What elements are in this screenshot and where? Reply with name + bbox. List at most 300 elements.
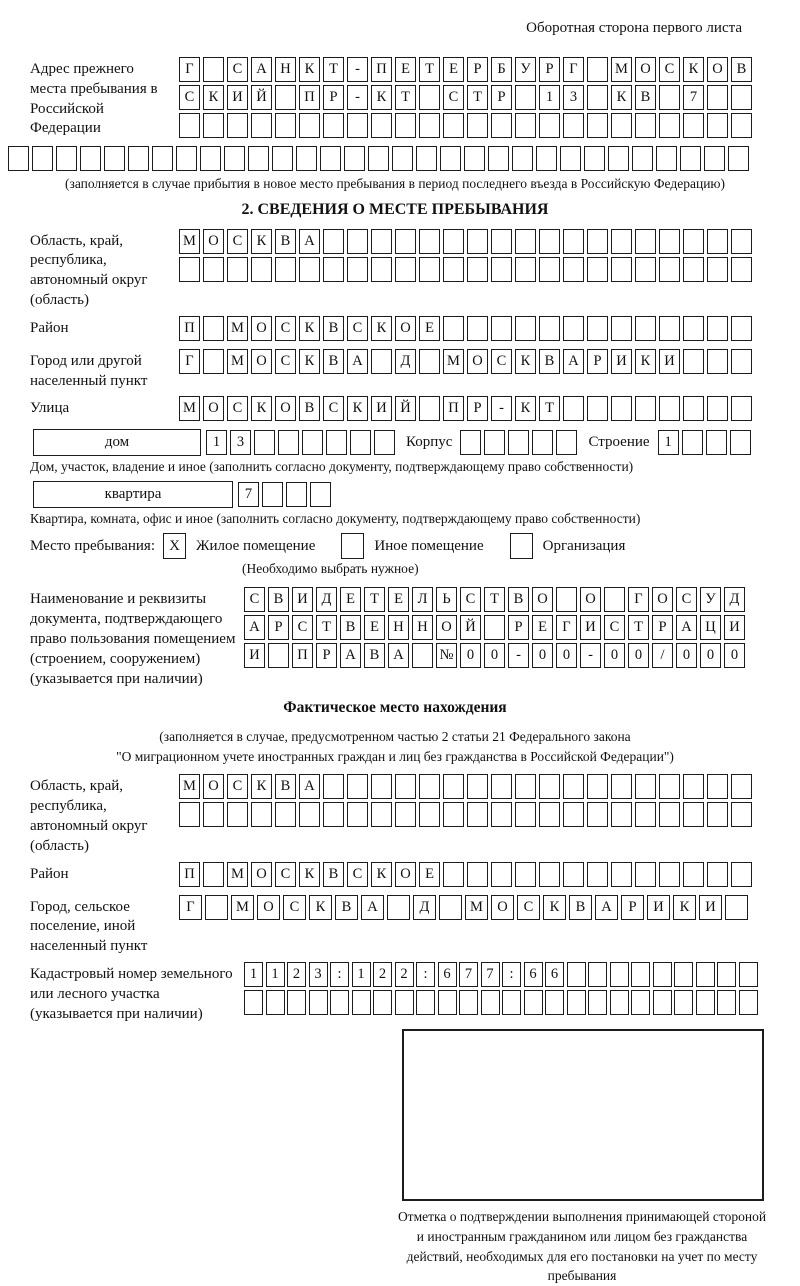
char-box[interactable] xyxy=(532,430,553,455)
char-box[interactable]: Е xyxy=(388,587,409,612)
char-box[interactable]: О xyxy=(635,57,656,82)
char-box[interactable] xyxy=(224,146,245,171)
char-box[interactable]: Р xyxy=(587,349,608,374)
char-box[interactable]: Г xyxy=(563,57,584,82)
char-box[interactable]: М xyxy=(227,316,248,341)
char-box[interactable]: К xyxy=(683,57,704,82)
char-box[interactable]: О xyxy=(203,774,224,799)
char-box[interactable] xyxy=(371,802,392,827)
char-box[interactable] xyxy=(278,430,299,455)
char-box[interactable]: О xyxy=(203,229,224,254)
char-box[interactable] xyxy=(56,146,77,171)
char-box[interactable]: Г xyxy=(179,57,200,82)
char-box[interactable] xyxy=(309,990,328,1015)
char-box[interactable] xyxy=(731,113,752,138)
char-box[interactable] xyxy=(323,229,344,254)
char-box[interactable] xyxy=(656,146,677,171)
char-box[interactable]: Г xyxy=(556,615,577,640)
char-box[interactable] xyxy=(545,990,564,1015)
char-box[interactable] xyxy=(287,990,306,1015)
char-box[interactable] xyxy=(653,990,672,1015)
char-box[interactable] xyxy=(443,229,464,254)
char-box[interactable] xyxy=(464,146,485,171)
char-box[interactable] xyxy=(176,146,197,171)
char-box[interactable] xyxy=(683,229,704,254)
char-box[interactable]: М xyxy=(611,57,632,82)
char-box[interactable] xyxy=(587,257,608,282)
checkbox-other-premises[interactable] xyxy=(341,533,364,559)
char-box[interactable] xyxy=(203,113,224,138)
char-box[interactable] xyxy=(611,396,632,421)
char-box[interactable] xyxy=(696,962,715,987)
char-box[interactable] xyxy=(467,316,488,341)
char-box[interactable] xyxy=(491,257,512,282)
char-box[interactable] xyxy=(587,396,608,421)
char-box[interactable]: 2 xyxy=(287,962,306,987)
char-box[interactable] xyxy=(244,990,263,1015)
char-box[interactable]: - xyxy=(508,643,529,668)
char-box[interactable] xyxy=(443,802,464,827)
char-box[interactable] xyxy=(683,113,704,138)
char-box[interactable] xyxy=(539,229,560,254)
char-box[interactable] xyxy=(536,146,557,171)
char-box[interactable] xyxy=(556,587,577,612)
char-box[interactable] xyxy=(659,316,680,341)
char-box[interactable]: К xyxy=(251,396,272,421)
char-box[interactable] xyxy=(659,257,680,282)
char-box[interactable] xyxy=(128,146,149,171)
char-box[interactable]: О xyxy=(467,349,488,374)
char-box[interactable] xyxy=(152,146,173,171)
char-box[interactable] xyxy=(611,113,632,138)
char-box[interactable] xyxy=(587,57,608,82)
char-box[interactable] xyxy=(739,990,758,1015)
char-box[interactable] xyxy=(203,862,224,887)
char-box[interactable]: Р xyxy=(539,57,560,82)
char-box[interactable]: - xyxy=(347,85,368,110)
char-box[interactable] xyxy=(659,802,680,827)
char-box[interactable]: С xyxy=(179,85,200,110)
char-box[interactable]: Р xyxy=(652,615,673,640)
char-box[interactable] xyxy=(508,430,529,455)
char-box[interactable] xyxy=(587,316,608,341)
char-box[interactable] xyxy=(251,802,272,827)
char-box[interactable] xyxy=(347,257,368,282)
char-box[interactable]: К xyxy=(635,349,656,374)
char-box[interactable]: 0 xyxy=(676,643,697,668)
char-box[interactable]: 0 xyxy=(484,643,505,668)
char-box[interactable]: Л xyxy=(412,587,433,612)
char-box[interactable] xyxy=(512,146,533,171)
char-box[interactable] xyxy=(179,257,200,282)
char-box[interactable] xyxy=(227,113,248,138)
char-box[interactable] xyxy=(32,146,53,171)
char-box[interactable]: Н xyxy=(275,57,296,82)
char-box[interactable]: М xyxy=(443,349,464,374)
char-box[interactable] xyxy=(481,990,500,1015)
char-box[interactable] xyxy=(560,146,581,171)
char-box[interactable] xyxy=(330,990,349,1015)
char-box[interactable] xyxy=(371,349,392,374)
char-box[interactable]: Р xyxy=(467,57,488,82)
char-box[interactable] xyxy=(611,774,632,799)
char-box[interactable] xyxy=(731,85,752,110)
char-box[interactable]: К xyxy=(251,774,272,799)
char-box[interactable]: А xyxy=(676,615,697,640)
char-box[interactable]: 1 xyxy=(244,962,263,987)
char-box[interactable] xyxy=(352,990,371,1015)
char-box[interactable]: Г xyxy=(628,587,649,612)
char-box[interactable]: 0 xyxy=(628,643,649,668)
char-box[interactable]: А xyxy=(347,349,368,374)
char-box[interactable]: И xyxy=(580,615,601,640)
char-box[interactable] xyxy=(200,146,221,171)
char-box[interactable]: 3 xyxy=(563,85,584,110)
char-box[interactable]: А xyxy=(361,895,384,920)
char-box[interactable] xyxy=(728,146,749,171)
char-box[interactable] xyxy=(707,316,728,341)
char-box[interactable]: 7 xyxy=(481,962,500,987)
char-box[interactable] xyxy=(731,802,752,827)
char-box[interactable]: Р xyxy=(621,895,644,920)
char-box[interactable] xyxy=(683,774,704,799)
char-box[interactable]: Т xyxy=(323,57,344,82)
char-box[interactable]: О xyxy=(251,349,272,374)
char-box[interactable]: Г xyxy=(179,895,202,920)
char-box[interactable]: Т xyxy=(628,615,649,640)
char-box[interactable] xyxy=(707,257,728,282)
char-box[interactable]: В xyxy=(275,774,296,799)
char-box[interactable] xyxy=(563,229,584,254)
char-box[interactable]: К xyxy=(543,895,566,920)
char-box[interactable] xyxy=(467,802,488,827)
char-box[interactable] xyxy=(439,895,462,920)
char-box[interactable]: В xyxy=(323,862,344,887)
char-box[interactable] xyxy=(203,257,224,282)
char-box[interactable] xyxy=(203,316,224,341)
char-box[interactable] xyxy=(368,146,389,171)
char-box[interactable]: Т xyxy=(467,85,488,110)
char-box[interactable] xyxy=(491,316,512,341)
char-box[interactable]: Е xyxy=(395,57,416,82)
char-box[interactable]: Д xyxy=(395,349,416,374)
char-box[interactable] xyxy=(350,430,371,455)
char-box[interactable]: Ц xyxy=(700,615,721,640)
char-box[interactable]: С xyxy=(227,229,248,254)
checkbox-organization[interactable] xyxy=(510,533,533,559)
char-box[interactable]: П xyxy=(299,85,320,110)
char-box[interactable]: Р xyxy=(268,615,289,640)
char-box[interactable]: И xyxy=(647,895,670,920)
char-box[interactable]: К xyxy=(371,862,392,887)
char-box[interactable]: : xyxy=(416,962,435,987)
char-box[interactable]: С xyxy=(283,895,306,920)
char-box[interactable] xyxy=(467,229,488,254)
char-box[interactable] xyxy=(567,962,586,987)
char-box[interactable]: Н xyxy=(388,615,409,640)
char-box[interactable] xyxy=(635,257,656,282)
char-box[interactable] xyxy=(419,85,440,110)
char-box[interactable]: 7 xyxy=(459,962,478,987)
char-box[interactable]: М xyxy=(465,895,488,920)
char-box[interactable] xyxy=(717,962,736,987)
char-box[interactable] xyxy=(707,802,728,827)
char-box[interactable]: Т xyxy=(364,587,385,612)
char-box[interactable]: 7 xyxy=(238,482,259,507)
char-box[interactable] xyxy=(683,316,704,341)
char-box[interactable] xyxy=(347,802,368,827)
char-box[interactable] xyxy=(491,862,512,887)
char-box[interactable]: 1 xyxy=(658,430,679,455)
char-box[interactable] xyxy=(611,862,632,887)
char-box[interactable] xyxy=(725,895,748,920)
char-box[interactable] xyxy=(254,430,275,455)
char-box[interactable] xyxy=(395,113,416,138)
char-box[interactable] xyxy=(730,430,751,455)
char-box[interactable]: А xyxy=(244,615,265,640)
char-box[interactable] xyxy=(491,774,512,799)
char-box[interactable] xyxy=(419,396,440,421)
char-box[interactable] xyxy=(610,990,629,1015)
char-box[interactable]: А xyxy=(340,643,361,668)
char-box[interactable] xyxy=(248,146,269,171)
char-box[interactable]: 0 xyxy=(532,643,553,668)
char-box[interactable] xyxy=(524,990,543,1015)
char-box[interactable]: К xyxy=(251,229,272,254)
char-box[interactable]: О xyxy=(652,587,673,612)
char-box[interactable] xyxy=(344,146,365,171)
char-box[interactable] xyxy=(611,257,632,282)
char-box[interactable]: Б xyxy=(491,57,512,82)
char-box[interactable] xyxy=(419,774,440,799)
char-box[interactable] xyxy=(556,430,577,455)
char-box[interactable] xyxy=(587,229,608,254)
char-box[interactable]: О xyxy=(395,862,416,887)
char-box[interactable] xyxy=(419,229,440,254)
char-box[interactable] xyxy=(459,990,478,1015)
char-box[interactable] xyxy=(488,146,509,171)
char-box[interactable]: И xyxy=(292,587,313,612)
checkbox-residential[interactable]: X xyxy=(163,533,186,559)
char-box[interactable] xyxy=(515,229,536,254)
char-box[interactable]: 7 xyxy=(683,85,704,110)
char-box[interactable] xyxy=(299,802,320,827)
char-box[interactable]: Й xyxy=(395,396,416,421)
char-box[interactable] xyxy=(635,802,656,827)
char-box[interactable] xyxy=(539,774,560,799)
char-box[interactable]: 0 xyxy=(724,643,745,668)
char-box[interactable] xyxy=(563,396,584,421)
char-box[interactable]: 2 xyxy=(395,962,414,987)
char-box[interactable] xyxy=(203,57,224,82)
char-box[interactable]: Ь xyxy=(436,587,457,612)
char-box[interactable] xyxy=(683,349,704,374)
char-box[interactable] xyxy=(491,802,512,827)
char-box[interactable]: 6 xyxy=(438,962,457,987)
char-box[interactable] xyxy=(515,257,536,282)
char-box[interactable]: 6 xyxy=(524,962,543,987)
char-box[interactable] xyxy=(731,862,752,887)
char-box[interactable] xyxy=(323,774,344,799)
char-box[interactable] xyxy=(515,113,536,138)
char-box[interactable] xyxy=(416,146,437,171)
char-box[interactable]: О xyxy=(251,316,272,341)
char-box[interactable] xyxy=(179,113,200,138)
char-box[interactable] xyxy=(563,774,584,799)
char-box[interactable]: М xyxy=(227,349,248,374)
char-box[interactable] xyxy=(659,862,680,887)
char-box[interactable] xyxy=(371,257,392,282)
char-box[interactable] xyxy=(205,895,228,920)
char-box[interactable]: А xyxy=(299,774,320,799)
char-box[interactable]: И xyxy=(371,396,392,421)
char-box[interactable] xyxy=(323,113,344,138)
char-box[interactable]: 1 xyxy=(352,962,371,987)
char-box[interactable]: 3 xyxy=(309,962,328,987)
char-box[interactable]: О xyxy=(580,587,601,612)
char-box[interactable]: К xyxy=(611,85,632,110)
char-box[interactable]: К xyxy=(347,396,368,421)
char-box[interactable]: В xyxy=(299,396,320,421)
char-box[interactable]: К xyxy=(515,396,536,421)
char-box[interactable]: П xyxy=(443,396,464,421)
char-box[interactable] xyxy=(179,802,200,827)
char-box[interactable] xyxy=(395,774,416,799)
char-box[interactable]: С xyxy=(227,57,248,82)
char-box[interactable]: О xyxy=(707,57,728,82)
char-box[interactable] xyxy=(707,349,728,374)
char-box[interactable]: О xyxy=(436,615,457,640)
char-box[interactable] xyxy=(659,113,680,138)
char-box[interactable]: Т xyxy=(419,57,440,82)
char-box[interactable]: - xyxy=(580,643,601,668)
char-box[interactable] xyxy=(683,257,704,282)
char-box[interactable] xyxy=(515,774,536,799)
char-box[interactable]: С xyxy=(460,587,481,612)
char-box[interactable]: И xyxy=(611,349,632,374)
char-box[interactable] xyxy=(632,146,653,171)
char-box[interactable] xyxy=(275,257,296,282)
char-box[interactable]: Т xyxy=(539,396,560,421)
char-box[interactable] xyxy=(275,113,296,138)
char-box[interactable] xyxy=(587,85,608,110)
char-box[interactable]: Т xyxy=(484,587,505,612)
char-box[interactable]: К xyxy=(299,57,320,82)
char-box[interactable] xyxy=(326,430,347,455)
char-box[interactable] xyxy=(467,862,488,887)
char-box[interactable]: С xyxy=(227,396,248,421)
char-box[interactable] xyxy=(587,113,608,138)
char-box[interactable] xyxy=(484,615,505,640)
char-box[interactable] xyxy=(731,774,752,799)
char-box[interactable] xyxy=(539,862,560,887)
char-box[interactable] xyxy=(707,113,728,138)
char-box[interactable] xyxy=(392,146,413,171)
char-box[interactable]: Д xyxy=(413,895,436,920)
char-box[interactable] xyxy=(262,482,283,507)
char-box[interactable]: Й xyxy=(460,615,481,640)
char-box[interactable]: В xyxy=(635,85,656,110)
char-box[interactable] xyxy=(683,396,704,421)
char-box[interactable]: О xyxy=(491,895,514,920)
char-box[interactable]: Й xyxy=(251,85,272,110)
char-box[interactable]: 0 xyxy=(700,643,721,668)
char-box[interactable]: : xyxy=(330,962,349,987)
char-box[interactable]: И xyxy=(244,643,265,668)
char-box[interactable] xyxy=(443,113,464,138)
char-box[interactable] xyxy=(706,430,727,455)
char-box[interactable] xyxy=(515,85,536,110)
char-box[interactable] xyxy=(419,349,440,374)
char-box[interactable] xyxy=(683,862,704,887)
char-box[interactable] xyxy=(203,802,224,827)
char-box[interactable]: П xyxy=(371,57,392,82)
char-box[interactable] xyxy=(440,146,461,171)
char-box[interactable]: С xyxy=(491,349,512,374)
char-box[interactable] xyxy=(515,316,536,341)
char-box[interactable] xyxy=(272,146,293,171)
char-box[interactable]: С xyxy=(244,587,265,612)
char-box[interactable]: К xyxy=(203,85,224,110)
char-box[interactable] xyxy=(588,962,607,987)
char-box[interactable]: - xyxy=(347,57,368,82)
char-box[interactable] xyxy=(491,229,512,254)
char-box[interactable] xyxy=(460,430,481,455)
char-box[interactable] xyxy=(587,802,608,827)
char-box[interactable] xyxy=(588,990,607,1015)
char-box[interactable]: С xyxy=(604,615,625,640)
char-box[interactable] xyxy=(203,349,224,374)
char-box[interactable]: С xyxy=(323,396,344,421)
char-box[interactable] xyxy=(707,862,728,887)
char-box[interactable]: 1 xyxy=(206,430,227,455)
char-box[interactable]: В xyxy=(569,895,592,920)
char-box[interactable] xyxy=(443,774,464,799)
char-box[interactable] xyxy=(419,802,440,827)
char-box[interactable]: П xyxy=(179,316,200,341)
char-box[interactable]: Т xyxy=(395,85,416,110)
char-box[interactable] xyxy=(419,113,440,138)
char-box[interactable] xyxy=(275,85,296,110)
char-box[interactable]: Е xyxy=(419,316,440,341)
char-box[interactable]: К xyxy=(299,349,320,374)
char-box[interactable]: О xyxy=(532,587,553,612)
char-box[interactable]: Е xyxy=(364,615,385,640)
char-box[interactable] xyxy=(659,396,680,421)
char-box[interactable]: Р xyxy=(508,615,529,640)
char-box[interactable] xyxy=(227,802,248,827)
char-box[interactable]: Т xyxy=(316,615,337,640)
char-box[interactable]: К xyxy=(673,895,696,920)
char-box[interactable]: № xyxy=(436,643,457,668)
char-box[interactable] xyxy=(443,316,464,341)
char-box[interactable]: В xyxy=(508,587,529,612)
char-box[interactable]: В xyxy=(364,643,385,668)
char-box[interactable]: К xyxy=(299,862,320,887)
char-box[interactable]: С xyxy=(443,85,464,110)
char-box[interactable] xyxy=(563,802,584,827)
char-box[interactable] xyxy=(323,802,344,827)
char-box[interactable] xyxy=(659,85,680,110)
char-box[interactable] xyxy=(416,990,435,1015)
char-box[interactable]: С xyxy=(517,895,540,920)
char-box[interactable] xyxy=(659,774,680,799)
char-box[interactable] xyxy=(515,862,536,887)
char-box[interactable]: В xyxy=(323,349,344,374)
char-box[interactable] xyxy=(567,990,586,1015)
char-box[interactable] xyxy=(604,587,625,612)
char-box[interactable]: Е xyxy=(443,57,464,82)
